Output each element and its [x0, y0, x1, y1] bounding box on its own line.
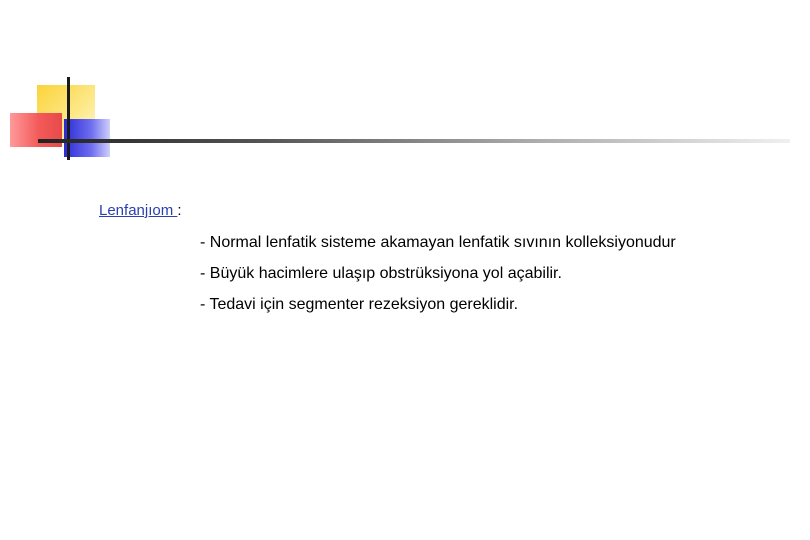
- bullet-item: - Büyük hacimlere ulaşıp obstrüksiyona yol açabilir.: [200, 265, 562, 282]
- decor-blue-square: [64, 119, 110, 157]
- decor-vertical-line: [67, 77, 70, 160]
- bullet-item: - Tedavi için segmenter rezeksiyon gereklidir.: [200, 296, 519, 313]
- heading-colon: :: [177, 202, 182, 219]
- decor-horizontal-rule: [38, 139, 790, 143]
- bullet-list: [200, 233, 676, 326]
- heading-link[interactable]: Lenfanjıom: [99, 202, 178, 219]
- bullet-item: - Normal lenfatik sisteme akamayan lenfatik sıvının kolleksiyonudur: [200, 234, 676, 251]
- section-heading: [99, 202, 182, 219]
